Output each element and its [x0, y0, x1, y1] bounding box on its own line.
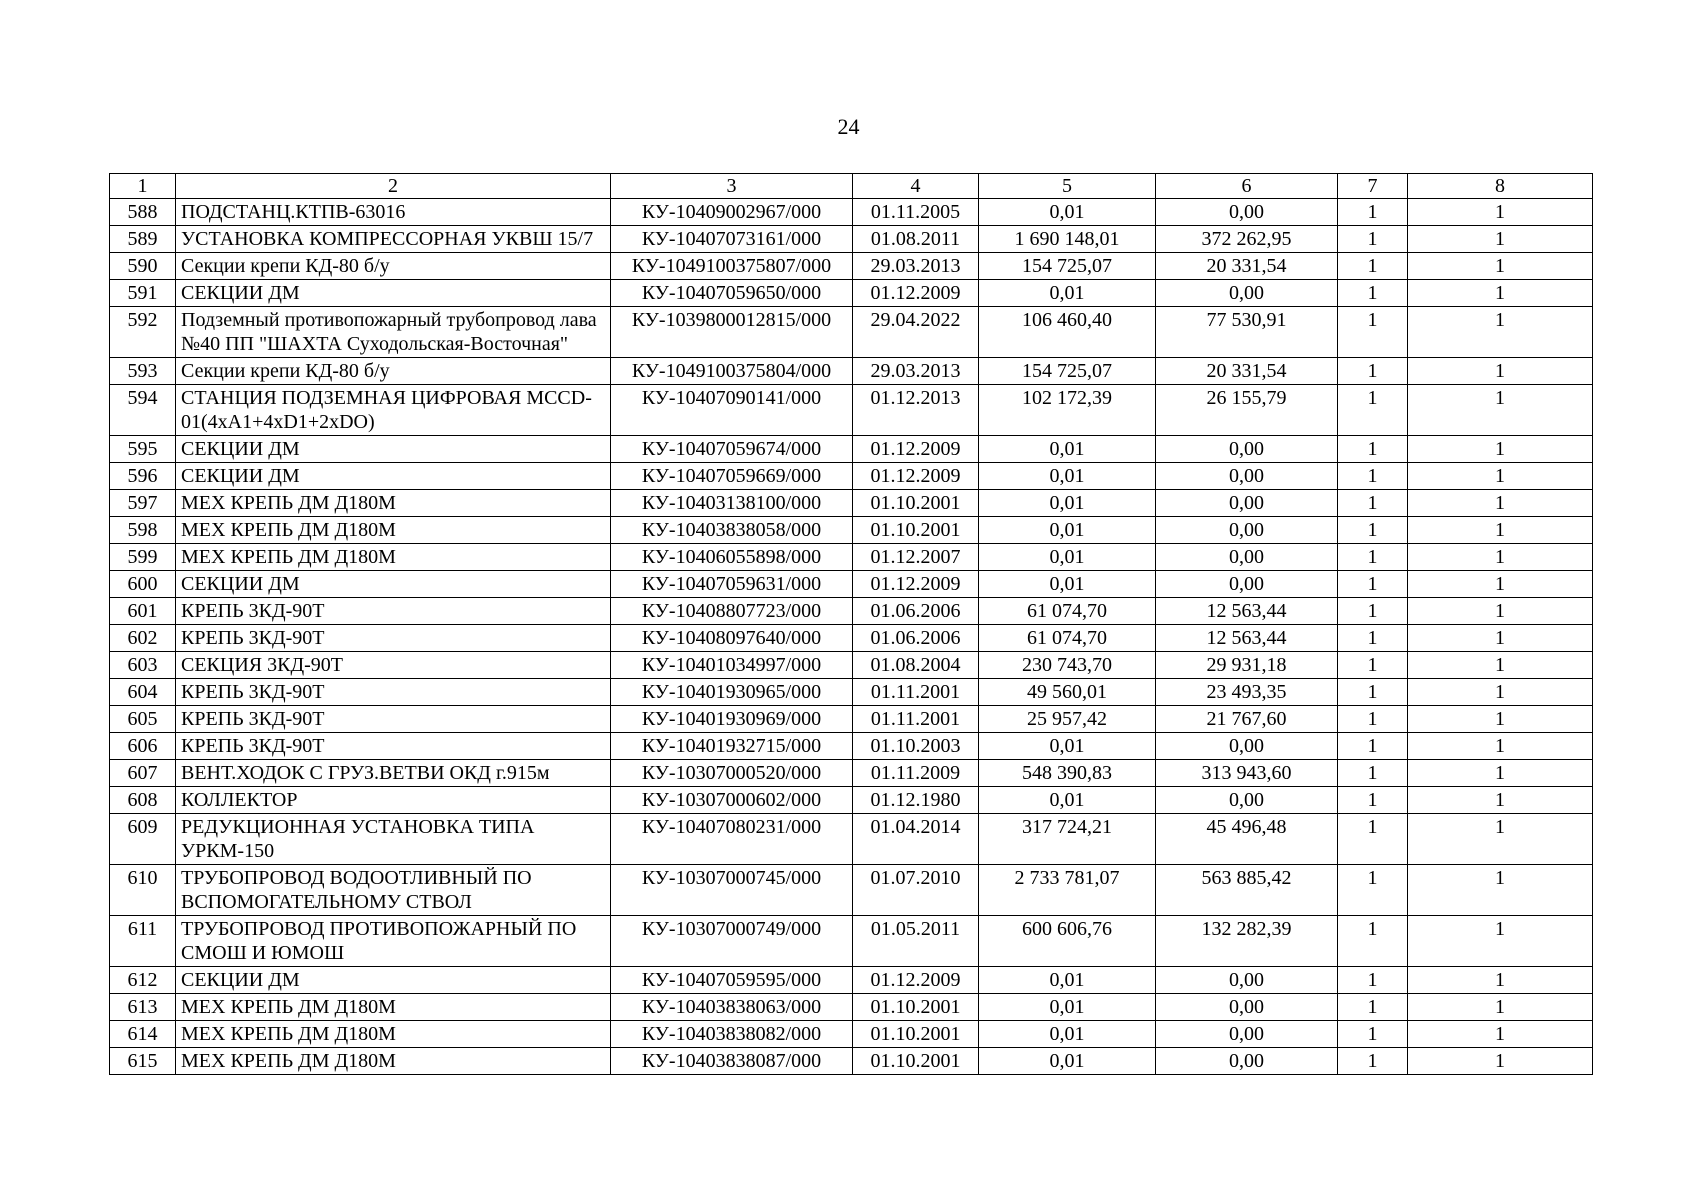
row-number-cell: 604 [110, 679, 176, 706]
quantity-col8-cell: 1 [1408, 463, 1593, 490]
date-cell: 01.12.2009 [853, 463, 979, 490]
table-row [110, 1048, 1593, 1075]
date-cell: 01.12.2013 [853, 385, 979, 436]
residual-cost-cell: 0,00 [1156, 1048, 1338, 1075]
initial-cost-cell: 0,01 [979, 733, 1156, 760]
asset-name-cell: СЕКЦИИ ДМ [176, 571, 611, 598]
inventory-code-cell: КУ-10406055898/000 [611, 544, 853, 571]
table-row [110, 490, 1593, 517]
row-number-cell: 602 [110, 625, 176, 652]
asset-name-cell: КРЕПЬ 3КД-90Т [176, 706, 611, 733]
table-row [110, 199, 1593, 226]
row-number-cell: 588 [110, 199, 176, 226]
row-number-cell: 615 [110, 1048, 176, 1075]
quantity-col7-cell: 1 [1338, 490, 1408, 517]
quantity-col7-cell: 1 [1338, 652, 1408, 679]
initial-cost-cell: 0,01 [979, 463, 1156, 490]
quantity-col7-cell: 1 [1338, 625, 1408, 652]
quantity-col7-cell: 1 [1338, 280, 1408, 307]
quantity-col8-cell: 1 [1408, 679, 1593, 706]
asset-name-cell: Подземный противопожарный трубопровод лава №40 ПП "ШАХТА Суходольская-Восточная" [176, 307, 611, 358]
quantity-col7-cell: 1 [1338, 706, 1408, 733]
residual-cost-cell: 0,00 [1156, 967, 1338, 994]
initial-cost-cell: 154 725,07 [979, 358, 1156, 385]
asset-name-cell: Секции крепи КД-80 б/у [176, 253, 611, 280]
date-cell: 01.10.2001 [853, 490, 979, 517]
quantity-col8-cell: 1 [1408, 625, 1593, 652]
date-cell: 01.07.2010 [853, 865, 979, 916]
date-cell: 01.11.2005 [853, 199, 979, 226]
initial-cost-cell: 25 957,42 [979, 706, 1156, 733]
initial-cost-cell: 548 390,83 [979, 760, 1156, 787]
quantity-col8-cell: 1 [1408, 916, 1593, 967]
initial-cost-cell: 0,01 [979, 490, 1156, 517]
asset-name-cell: МЕХ КРЕПЬ ДМ Д180М [176, 544, 611, 571]
initial-cost-cell: 0,01 [979, 1021, 1156, 1048]
residual-cost-cell: 0,00 [1156, 490, 1338, 517]
row-number-cell: 595 [110, 436, 176, 463]
table-row [110, 385, 1593, 436]
table-row [110, 598, 1593, 625]
initial-cost-cell: 0,01 [979, 544, 1156, 571]
quantity-col7-cell: 1 [1338, 199, 1408, 226]
quantity-col7-cell: 1 [1338, 760, 1408, 787]
quantity-col8-cell: 1 [1408, 358, 1593, 385]
asset-name-cell: РЕДУКЦИОННАЯ УСТАНОВКА ТИПА УРКМ-150 [176, 814, 611, 865]
residual-cost-cell: 0,00 [1156, 436, 1338, 463]
quantity-col8-cell: 1 [1408, 544, 1593, 571]
inventory-code-cell: КУ-1049100375807/000 [611, 253, 853, 280]
asset-name-cell: Секции крепи КД-80 б/у [176, 358, 611, 385]
column-header-4: 4 [853, 174, 979, 199]
inventory-code-cell: КУ-10408097640/000 [611, 625, 853, 652]
residual-cost-cell: 29 931,18 [1156, 652, 1338, 679]
page-number: 24 [837, 114, 860, 139]
date-cell: 01.12.2009 [853, 436, 979, 463]
row-number-cell: 601 [110, 598, 176, 625]
quantity-col7-cell: 1 [1338, 1048, 1408, 1075]
quantity-col7-cell: 1 [1338, 571, 1408, 598]
table-row [110, 463, 1593, 490]
date-cell: 01.12.2007 [853, 544, 979, 571]
inventory-code-cell: КУ-10407059631/000 [611, 571, 853, 598]
initial-cost-cell: 49 560,01 [979, 679, 1156, 706]
initial-cost-cell: 317 724,21 [979, 814, 1156, 865]
inventory-code-cell: КУ-10407059674/000 [611, 436, 853, 463]
asset-name-cell: ТРУБОПРОВОД ПРОТИВОПОЖАРНЫЙ ПО СМОШ И ЮМОШ [176, 916, 611, 967]
date-cell: 01.08.2011 [853, 226, 979, 253]
inventory-code-cell: КУ-10403838058/000 [611, 517, 853, 544]
quantity-col7-cell: 1 [1338, 517, 1408, 544]
asset-name-cell: ВЕНТ.ХОДОК С ГРУЗ.ВЕТВИ ОКД г.915м [176, 760, 611, 787]
quantity-col8-cell: 1 [1408, 226, 1593, 253]
initial-cost-cell: 61 074,70 [979, 598, 1156, 625]
date-cell: 01.04.2014 [853, 814, 979, 865]
asset-name-cell: СТАНЦИЯ ПОДЗЕМНАЯ ЦИФРОВАЯ МССD-01(4хА1+4хD1+2хDO) [176, 385, 611, 436]
quantity-col8-cell: 1 [1408, 1021, 1593, 1048]
asset-name-cell: МЕХ КРЕПЬ ДМ Д180М [176, 1021, 611, 1048]
row-number-cell: 614 [110, 1021, 176, 1048]
date-cell: 01.12.1980 [853, 787, 979, 814]
asset-name-cell: МЕХ КРЕПЬ ДМ Д180М [176, 517, 611, 544]
asset-name-cell: ПОДСТАНЦ.КТПВ-63016 [176, 199, 611, 226]
date-cell: 01.10.2001 [853, 994, 979, 1021]
quantity-col8-cell: 1 [1408, 307, 1593, 358]
date-cell: 01.10.2001 [853, 517, 979, 544]
table-row [110, 307, 1593, 358]
quantity-col8-cell: 1 [1408, 253, 1593, 280]
table-row [110, 358, 1593, 385]
residual-cost-cell: 20 331,54 [1156, 358, 1338, 385]
quantity-col8-cell: 1 [1408, 571, 1593, 598]
residual-cost-cell: 0,00 [1156, 463, 1338, 490]
row-number-cell: 597 [110, 490, 176, 517]
quantity-col8-cell: 1 [1408, 385, 1593, 436]
table-row [110, 625, 1593, 652]
quantity-col7-cell: 1 [1338, 358, 1408, 385]
inventory-code-cell: КУ-1039800012815/000 [611, 307, 853, 358]
quantity-col7-cell: 1 [1338, 994, 1408, 1021]
inventory-code-cell: КУ-1049100375804/000 [611, 358, 853, 385]
asset-name-cell: КРЕПЬ 3КД-90Т [176, 598, 611, 625]
quantity-col7-cell: 1 [1338, 679, 1408, 706]
table-header [110, 174, 1593, 199]
row-number-cell: 589 [110, 226, 176, 253]
table-row [110, 760, 1593, 787]
table-row [110, 280, 1593, 307]
asset-name-cell: ТРУБОПРОВОД ВОДООТЛИВНЫЙ ПО ВСПОМОГАТЕЛЬНОМУ СТВОЛ [176, 865, 611, 916]
quantity-col8-cell: 1 [1408, 787, 1593, 814]
initial-cost-cell: 0,01 [979, 517, 1156, 544]
column-header-3: 3 [611, 174, 853, 199]
residual-cost-cell: 45 496,48 [1156, 814, 1338, 865]
residual-cost-cell: 313 943,60 [1156, 760, 1338, 787]
date-cell: 29.03.2013 [853, 253, 979, 280]
column-header-6: 6 [1156, 174, 1338, 199]
quantity-col7-cell: 1 [1338, 307, 1408, 358]
column-header-7: 7 [1338, 174, 1408, 199]
row-number-cell: 606 [110, 733, 176, 760]
row-number-cell: 611 [110, 916, 176, 967]
quantity-col8-cell: 1 [1408, 652, 1593, 679]
quantity-col8-cell: 1 [1408, 598, 1593, 625]
table-row [110, 733, 1593, 760]
residual-cost-cell: 0,00 [1156, 280, 1338, 307]
table-row [110, 253, 1593, 280]
row-number-cell: 591 [110, 280, 176, 307]
table-row [110, 706, 1593, 733]
date-cell: 01.05.2011 [853, 916, 979, 967]
initial-cost-cell: 230 743,70 [979, 652, 1156, 679]
quantity-col7-cell: 1 [1338, 916, 1408, 967]
row-number-cell: 594 [110, 385, 176, 436]
quantity-col8-cell: 1 [1408, 814, 1593, 865]
date-cell: 01.12.2009 [853, 280, 979, 307]
inventory-code-cell: КУ-10407073161/000 [611, 226, 853, 253]
row-number-cell: 592 [110, 307, 176, 358]
row-number-cell: 598 [110, 517, 176, 544]
date-cell: 01.12.2009 [853, 571, 979, 598]
quantity-col8-cell: 1 [1408, 199, 1593, 226]
residual-cost-cell: 21 767,60 [1156, 706, 1338, 733]
initial-cost-cell: 1 690 148,01 [979, 226, 1156, 253]
quantity-col7-cell: 1 [1338, 787, 1408, 814]
table-row [110, 571, 1593, 598]
initial-cost-cell: 0,01 [979, 199, 1156, 226]
table-row [110, 679, 1593, 706]
date-cell: 01.12.2009 [853, 967, 979, 994]
table-body [110, 199, 1593, 1075]
date-cell: 01.10.2001 [853, 1048, 979, 1075]
date-cell: 01.11.2001 [853, 679, 979, 706]
residual-cost-cell: 26 155,79 [1156, 385, 1338, 436]
quantity-col7-cell: 1 [1338, 1021, 1408, 1048]
asset-name-cell: КОЛЛЕКТОР [176, 787, 611, 814]
row-number-cell: 593 [110, 358, 176, 385]
asset-name-cell: МЕХ КРЕПЬ ДМ Д180М [176, 1048, 611, 1075]
quantity-col7-cell: 1 [1338, 436, 1408, 463]
table-row [110, 652, 1593, 679]
initial-cost-cell: 106 460,40 [979, 307, 1156, 358]
inventory-code-cell: КУ-10401034997/000 [611, 652, 853, 679]
quantity-col7-cell: 1 [1338, 865, 1408, 916]
quantity-col8-cell: 1 [1408, 280, 1593, 307]
asset-table [109, 173, 1593, 1075]
table-row [110, 916, 1593, 967]
quantity-col7-cell: 1 [1338, 967, 1408, 994]
asset-name-cell: КРЕПЬ 3КД-90Т [176, 625, 611, 652]
quantity-col8-cell: 1 [1408, 706, 1593, 733]
residual-cost-cell: 12 563,44 [1156, 598, 1338, 625]
table-row [110, 1021, 1593, 1048]
quantity-col7-cell: 1 [1338, 598, 1408, 625]
asset-name-cell: СЕКЦИИ ДМ [176, 436, 611, 463]
row-number-cell: 599 [110, 544, 176, 571]
asset-name-cell: СЕКЦИИ ДМ [176, 280, 611, 307]
initial-cost-cell: 0,01 [979, 994, 1156, 1021]
residual-cost-cell: 0,00 [1156, 1021, 1338, 1048]
inventory-code-cell: КУ-10403138100/000 [611, 490, 853, 517]
date-cell: 01.10.2001 [853, 1021, 979, 1048]
residual-cost-cell: 23 493,35 [1156, 679, 1338, 706]
column-header-8: 8 [1408, 174, 1593, 199]
residual-cost-cell: 77 530,91 [1156, 307, 1338, 358]
table-row [110, 865, 1593, 916]
asset-name-cell: КРЕПЬ 3КД-90Т [176, 733, 611, 760]
date-cell: 01.10.2003 [853, 733, 979, 760]
asset-name-cell: СЕКЦИИ ДМ [176, 463, 611, 490]
inventory-code-cell: КУ-10407090141/000 [611, 385, 853, 436]
table-row [110, 967, 1593, 994]
quantity-col7-cell: 1 [1338, 226, 1408, 253]
row-number-cell: 613 [110, 994, 176, 1021]
inventory-code-cell: КУ-10407059669/000 [611, 463, 853, 490]
initial-cost-cell: 2 733 781,07 [979, 865, 1156, 916]
residual-cost-cell: 0,00 [1156, 544, 1338, 571]
row-number-cell: 607 [110, 760, 176, 787]
initial-cost-cell: 0,01 [979, 571, 1156, 598]
header-row [110, 174, 1593, 199]
row-number-cell: 603 [110, 652, 176, 679]
residual-cost-cell: 132 282,39 [1156, 916, 1338, 967]
residual-cost-cell: 372 262,95 [1156, 226, 1338, 253]
date-cell: 29.03.2013 [853, 358, 979, 385]
row-number-cell: 605 [110, 706, 176, 733]
row-number-cell: 608 [110, 787, 176, 814]
column-header-2: 2 [176, 174, 611, 199]
residual-cost-cell: 0,00 [1156, 733, 1338, 760]
quantity-col8-cell: 1 [1408, 490, 1593, 517]
date-cell: 29.04.2022 [853, 307, 979, 358]
table-row [110, 544, 1593, 571]
asset-name-cell: КРЕПЬ 3КД-90Т [176, 679, 611, 706]
inventory-code-cell: КУ-10407059650/000 [611, 280, 853, 307]
residual-cost-cell: 12 563,44 [1156, 625, 1338, 652]
initial-cost-cell: 154 725,07 [979, 253, 1156, 280]
initial-cost-cell: 61 074,70 [979, 625, 1156, 652]
table-row [110, 517, 1593, 544]
initial-cost-cell: 102 172,39 [979, 385, 1156, 436]
row-number-cell: 612 [110, 967, 176, 994]
asset-name-cell: УСТАНОВКА КОМПРЕССОРНАЯ УКВШ 15/7 [176, 226, 611, 253]
quantity-col7-cell: 1 [1338, 253, 1408, 280]
quantity-col7-cell: 1 [1338, 814, 1408, 865]
quantity-col8-cell: 1 [1408, 733, 1593, 760]
date-cell: 01.08.2004 [853, 652, 979, 679]
residual-cost-cell: 0,00 [1156, 517, 1338, 544]
quantity-col7-cell: 1 [1338, 385, 1408, 436]
row-number-cell: 610 [110, 865, 176, 916]
asset-name-cell: СЕКЦИЯ 3КД-90Т [176, 652, 611, 679]
initial-cost-cell: 0,01 [979, 787, 1156, 814]
inventory-code-cell: КУ-10403838082/000 [611, 1021, 853, 1048]
initial-cost-cell: 0,01 [979, 1048, 1156, 1075]
inventory-code-cell: КУ-10403838063/000 [611, 994, 853, 1021]
row-number-cell: 600 [110, 571, 176, 598]
table-row [110, 226, 1593, 253]
inventory-code-cell: КУ-10409002967/000 [611, 199, 853, 226]
inventory-code-cell: КУ-10307000745/000 [611, 865, 853, 916]
quantity-col8-cell: 1 [1408, 760, 1593, 787]
inventory-code-cell: КУ-10401930965/000 [611, 679, 853, 706]
quantity-col8-cell: 1 [1408, 436, 1593, 463]
table-row [110, 436, 1593, 463]
initial-cost-cell: 0,01 [979, 436, 1156, 463]
initial-cost-cell: 0,01 [979, 280, 1156, 307]
table-row [110, 994, 1593, 1021]
inventory-code-cell: КУ-10401930969/000 [611, 706, 853, 733]
date-cell: 01.11.2001 [853, 706, 979, 733]
table-row [110, 814, 1593, 865]
residual-cost-cell: 0,00 [1156, 994, 1338, 1021]
quantity-col8-cell: 1 [1408, 967, 1593, 994]
quantity-col7-cell: 1 [1338, 733, 1408, 760]
column-header-1: 1 [110, 174, 176, 199]
asset-name-cell: МЕХ КРЕПЬ ДМ Д180М [176, 994, 611, 1021]
quantity-col7-cell: 1 [1338, 463, 1408, 490]
asset-name-cell: МЕХ КРЕПЬ ДМ Д180М [176, 490, 611, 517]
quantity-col8-cell: 1 [1408, 865, 1593, 916]
inventory-code-cell: КУ-10307000602/000 [611, 787, 853, 814]
inventory-code-cell: КУ-10407059595/000 [611, 967, 853, 994]
inventory-code-cell: КУ-10307000749/000 [611, 916, 853, 967]
residual-cost-cell: 0,00 [1156, 787, 1338, 814]
date-cell: 01.11.2009 [853, 760, 979, 787]
column-header-5: 5 [979, 174, 1156, 199]
quantity-col8-cell: 1 [1408, 517, 1593, 544]
date-cell: 01.06.2006 [853, 625, 979, 652]
inventory-code-cell: КУ-10401932715/000 [611, 733, 853, 760]
quantity-col7-cell: 1 [1338, 544, 1408, 571]
residual-cost-cell: 20 331,54 [1156, 253, 1338, 280]
row-number-cell: 609 [110, 814, 176, 865]
residual-cost-cell: 563 885,42 [1156, 865, 1338, 916]
date-cell: 01.06.2006 [853, 598, 979, 625]
inventory-code-cell: КУ-10408807723/000 [611, 598, 853, 625]
quantity-col8-cell: 1 [1408, 994, 1593, 1021]
quantity-col8-cell: 1 [1408, 1048, 1593, 1075]
inventory-code-cell: КУ-10407080231/000 [611, 814, 853, 865]
row-number-cell: 596 [110, 463, 176, 490]
initial-cost-cell: 0,01 [979, 967, 1156, 994]
inventory-code-cell: КУ-10307000520/000 [611, 760, 853, 787]
row-number-cell: 590 [110, 253, 176, 280]
residual-cost-cell: 0,00 [1156, 571, 1338, 598]
initial-cost-cell: 600 606,76 [979, 916, 1156, 967]
inventory-code-cell: КУ-10403838087/000 [611, 1048, 853, 1075]
table-row [110, 787, 1593, 814]
residual-cost-cell: 0,00 [1156, 199, 1338, 226]
asset-name-cell: СЕКЦИИ ДМ [176, 967, 611, 994]
